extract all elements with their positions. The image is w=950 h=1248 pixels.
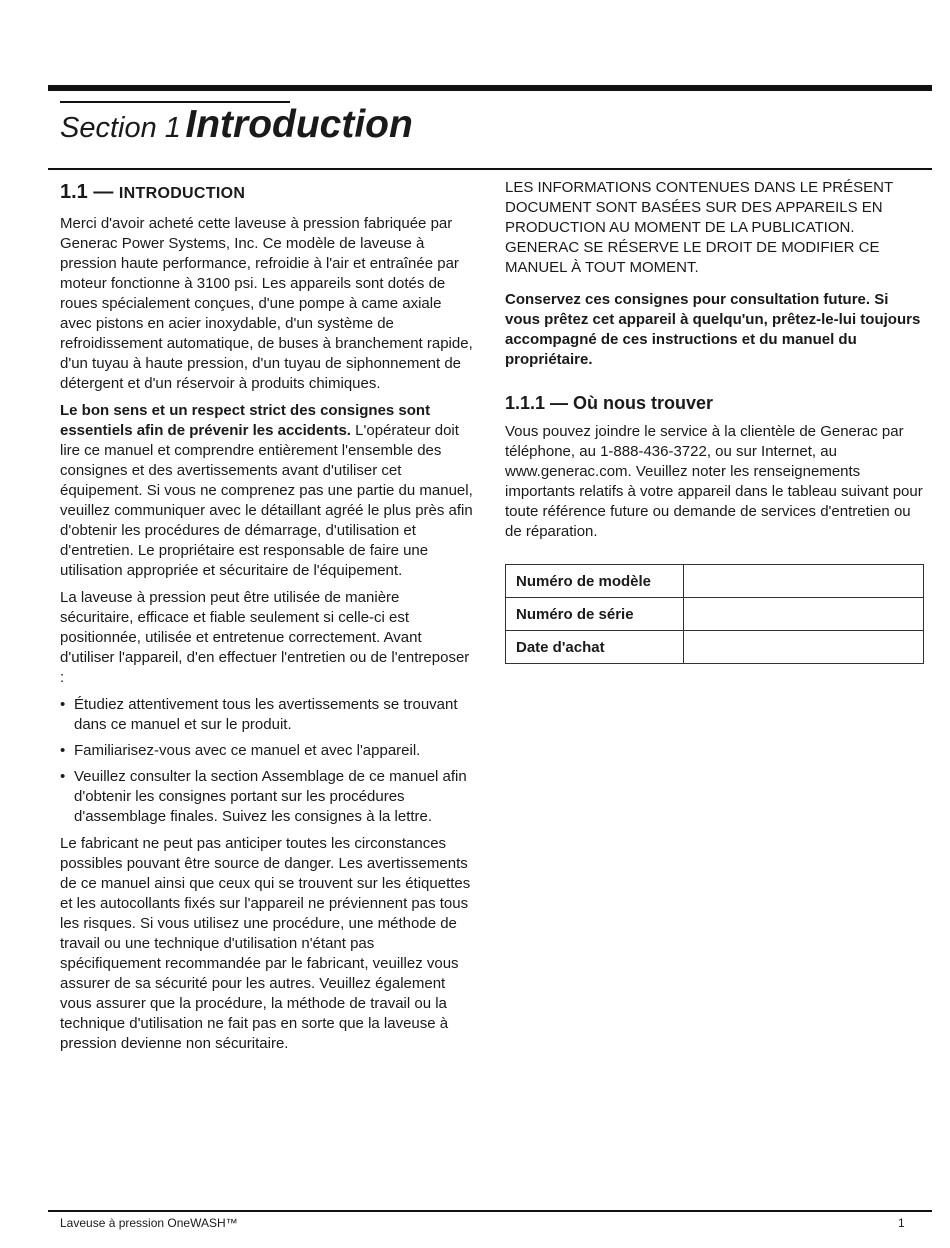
contact-paragraph: Vous pouvez joindre le service à la clientèle de Generac par téléphone, au 1-888-436-3722, ou sur Internet, au www.generac.com. Veuillez noter les renseignements importants relatifs à votre appareil dans le tableau suivant pour toute référence future ou demande de services d'entretien ou de réparation. [505,423,923,540]
serial-number-field[interactable] [684,598,924,631]
section-title [60,103,413,147]
intro-paragraph-2-rest: L'opérateur doit lire ce manuel et comprendre entièrement l'ensemble des consignes et des avertissements avant d'utiliser cet équipement. Si vous ne comprenez pas une partie du manuel, veuillez communiquer avec le détaillant agréé le plus près afin d'obtenir les procédures de démarrage, d'utilisation et d'entretien. Le propriétaire est responsable de faire une utilisation appropriée et sécuritaire de l'équipement. [60,422,473,579]
list-item-text: Veuillez consulter la section Assemblage de ce manuel afin d'obtenir les consignes portant sur les procédures d'assemblage finales. Suivez les consignes à la lettre. [74,768,467,825]
table-row [506,631,924,664]
list-item [60,741,474,761]
list-item [60,695,474,735]
page-number: 1 [898,1216,905,1230]
bold-notice: Conservez ces consignes pour consultation future. Si vous prêtez cet appareil à quelqu'un, prêtez-le-lui toujours accompagné de ces instructions et du manuel du propriétaire. [505,291,921,368]
list-item-text: Étudiez attentivement tous les avertissements se trouvant dans ce manuel et sur le produit. [74,696,458,733]
intro-paragraph-3: La laveuse à pression peut être utilisée de manière sécuritaire, efficace et fiable seulement si celle-ci est positionnée, utilisée et entretenue correctement. Avant d'utiliser l'appareil, d'en effectuer l'entretien ou de l'entreposer : [60,589,470,686]
left-column [60,178,474,1061]
footer-rule [48,1210,932,1212]
list-item-text: Familiarisez-vous avec ce manuel et avec l'appareil. [74,742,421,759]
intro-paragraph-1: Merci d'avoir acheté cette laveuse à pression fabriquée par Generac Power Systems, Inc. Ce modèle de laveuse à pression haute performance, refroidie à l'air et entraînée par moteur fonctionne à 3100 psi. Les appareils sont dotés de roues spécialement conçues, d'une pompe à came axiale avec pistons en acier inoxydable, d'un système de refroidissement automatique, de buses à branchement rapide, d'un tuyau à haute pression, d'un tuyau de siphonnement de détergent et d'un réservoir à produits chimiques. [60,215,473,392]
bullet-icon: • [60,742,66,759]
list-item [60,767,474,827]
caps-notice: LES INFORMATIONS CONTENUES DANS LE PRÉSENT DOCUMENT SONT BASÉES SUR DES APPAREILS EN PRODUCTION AU MOMENT DE LA PUBLICATION. GENERAC SE RÉSERVE LE DROIT DE MODIFIER CE MANUEL À TOUT MOMENT. [505,179,893,276]
contact-heading: 1.1.1 — Où nous trouver [505,393,714,413]
intro-paragraph-2 [60,401,474,581]
bullet-icon: • [60,696,66,713]
intro-heading [60,178,474,208]
table-row [506,565,924,598]
right-column [505,178,923,664]
table-label: Numéro de modèle [506,565,684,598]
bullet-list [60,695,474,827]
safety-emphasis: Le bon sens et un respect strict des consignes sont essentiels afin de prévenir les accidents. [60,402,431,439]
section-name: Introduction [185,103,413,146]
bullet-icon: • [60,768,66,785]
table-label: Numéro de série [506,598,684,631]
table-label: Date d'achat [506,631,684,664]
intro-heading-text: INTRODUCTION [118,185,246,202]
intro-heading-number: 1.1 — [60,181,114,203]
table-row [506,598,924,631]
section-prefix: Section 1 [60,112,181,144]
purchase-date-field[interactable] [684,631,924,664]
intro-paragraph-4: Le fabricant ne peut pas anticiper toutes les circonstances possibles pouvant être source de danger. Les avertissements de ce manuel ainsi que ceux qui se trouvent sur les étiquettes et les autocollants fixés sur l'appareil ne préviennent pas tous les risques. Si vous utilisez une procédure, une méthode de travail ou une technique d'utilisation n'étant pas spécifiquement recommandée par le fabricant, veuillez vous assurer de sa sécurité pour les autres. Veuillez également vous assurer que la procédure, la méthode de travail ou la technique d'utilisation ne fait pas en sorte que la laveuse à pression devienne non sécuritaire. [60,835,471,1052]
top-rule [48,85,932,91]
product-info-table [505,564,924,664]
header-rule [48,168,932,170]
footer-product: Laveuse à pression OneWASH™ [60,1216,238,1230]
model-number-field[interactable] [684,565,924,598]
